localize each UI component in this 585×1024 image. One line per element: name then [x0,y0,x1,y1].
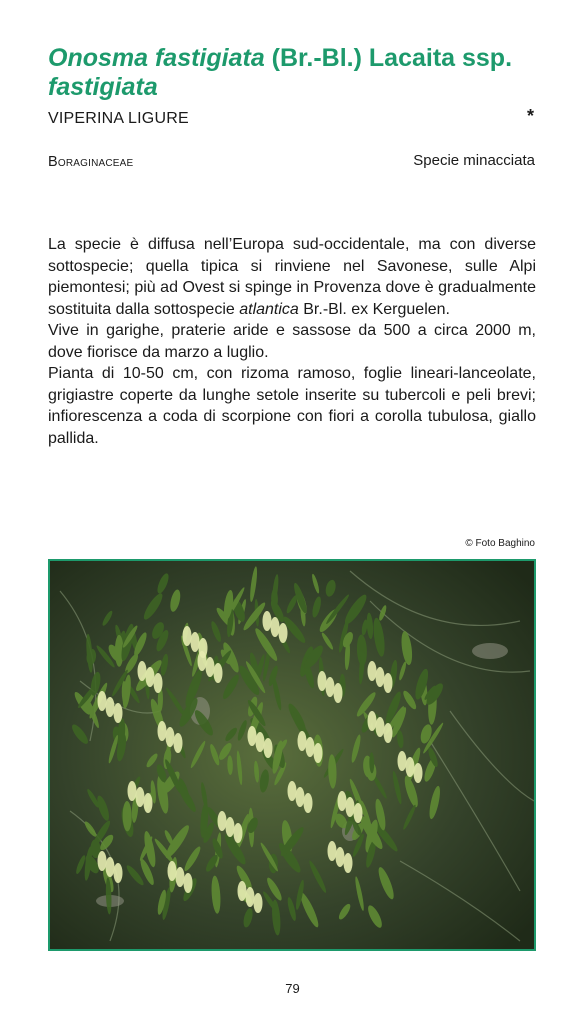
flower-shape [198,651,207,671]
family-name: Boraginaceae [48,154,134,170]
plant-photo-illustration [50,561,534,949]
flower-shape [144,793,153,813]
plant-photo [48,559,536,951]
description-paragraph-morphology: Pianta di 10-50 cm, con rizoma ramoso, foglie lineari-lanceolate, grigiastre coperte da lunghe setole inserite su tubercoli e peli brevi; infiorescenza a coda di scorpione con fiori a corolla tubulosa, giallo pallida. [48,365,536,447]
flower-shape [114,703,123,723]
page-number: 79 [285,981,300,996]
flower-shape [344,853,353,873]
flower-shape [174,733,183,753]
protection-marker: * [526,106,534,126]
flower-shape [166,727,175,747]
flower-shape [376,717,385,737]
flower-shape [279,623,288,643]
flower-shape [184,873,193,893]
description-distribution-end: Br.-Bl. ex Kerguelen. [298,300,450,318]
flower-shape [263,611,272,631]
flower-shape [154,673,163,693]
photo-credit: © Foto Baghino [465,538,535,549]
flower-shape [288,781,297,801]
flower-shape [264,738,273,758]
flower-shape [368,661,377,681]
flower-shape [114,863,123,883]
flower-shape [168,861,177,881]
description-distribution-text: La specie è diffusa nell’Europa sud-occidentale, ma con diverse sottospecie; quella tipica si rinviene nel Savonese, sulle Alpi piemontesi; più ad Ovest si spinge in Provenza dove è gradualmente sostituita dalla sottospecie [48,236,536,318]
flower-shape [191,632,200,652]
flower-shape [336,847,345,867]
flower-shape [226,817,235,837]
flower-shape [234,823,243,843]
species-name-italic: Onosma fastigiata [48,44,265,72]
conservation-status: Specie minacciata [413,152,535,169]
flower-shape [328,841,337,861]
flower-shape [238,881,247,901]
flower-shape [326,677,335,697]
flower-shape [218,811,227,831]
flower-shape [334,683,343,703]
flower-shape [158,721,167,741]
species-title [48,44,548,102]
subspecies-atlantica: atlantica [239,300,299,318]
flower-shape [338,791,347,811]
flower-shape [414,763,423,783]
flower-shape [354,803,363,823]
flower-shape [183,626,192,646]
flower-shape [298,731,307,751]
species-authority: (Br.-Bl.) Lacaita ssp. [264,44,513,72]
description-paragraph-habitat: Vive in garighe, praterie aride e sassose da 500 a circa 2000 m, dove fiorisce da marzo a luglio. [48,322,536,361]
description-text [48,234,536,449]
flower-shape [246,887,255,907]
flower-shape [296,787,305,807]
flower-shape [271,617,280,637]
flower-shape [384,723,393,743]
flower-shape [106,857,115,877]
flower-shape [146,667,155,687]
flower-shape [304,793,313,813]
flower-shape [248,726,257,746]
subspecies-name-italic: fastigiata [48,73,158,101]
flower-shape [306,737,315,757]
flower-shape [176,867,185,887]
flower-shape [106,697,115,717]
flower-shape [98,851,107,871]
flower-shape [256,732,265,752]
flower-shape [346,797,355,817]
flower-shape [98,691,107,711]
flower-shape [406,757,415,777]
description-paragraph-distribution [48,234,536,320]
flower-shape [138,661,147,681]
flower-shape [314,743,323,763]
flower-shape [214,663,223,683]
common-name: VIPERINA LIGURE [48,110,189,127]
flower-shape [128,781,137,801]
flower-shape [206,657,215,677]
flower-shape [376,667,385,687]
flower-shape [254,893,263,913]
flower-shape [368,711,377,731]
flower-shape [384,673,393,693]
flower-shape [398,751,407,771]
flower-shape [136,787,145,807]
flower-shape [318,671,327,691]
